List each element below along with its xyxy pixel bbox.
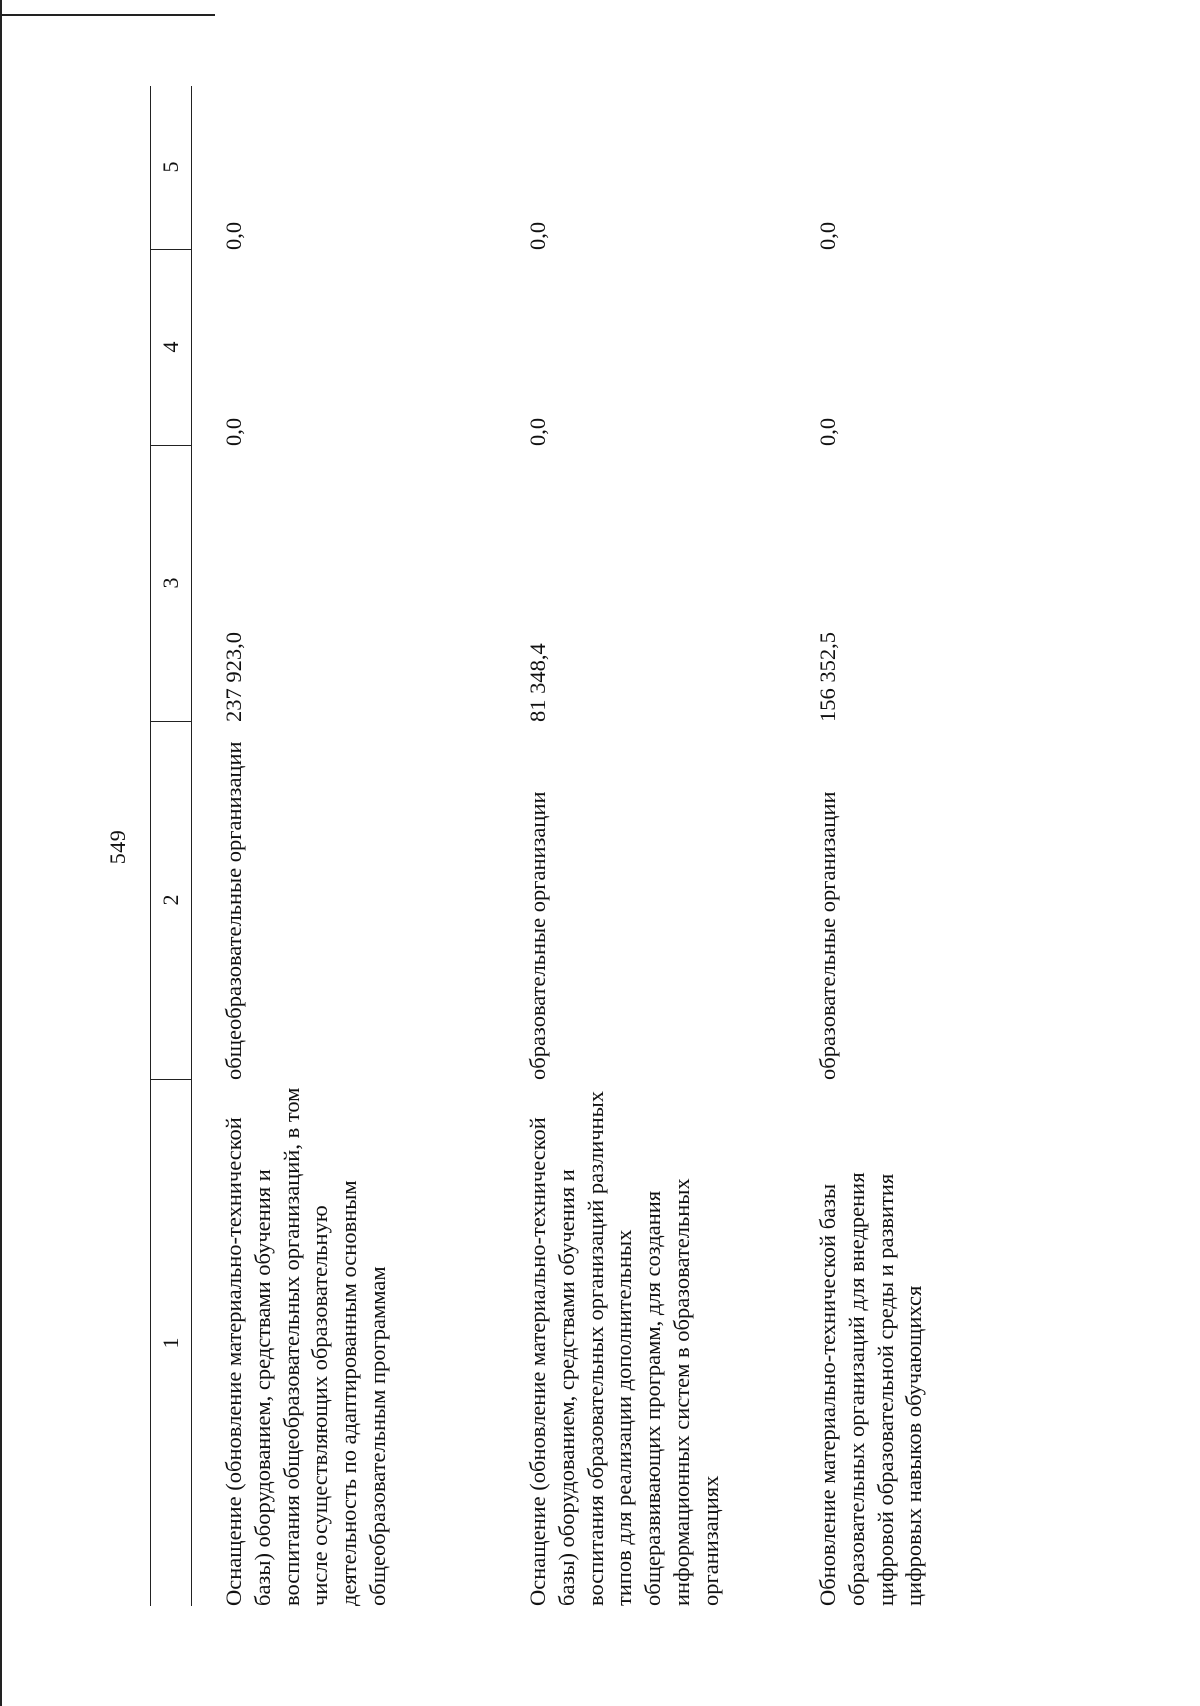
row-amount-col3: 81 348,4 xyxy=(525,643,550,722)
header-col-1: 1 xyxy=(158,1337,183,1349)
row-description: Оснащение (обновление материально-технической базы) оборудованием, средствами обучения и воспитания образовательных организаций различных типов для реализации дополнительных общеразвивающих программ, для создания информационных систем в образовательных организациях xyxy=(525,1090,723,1606)
row-amount-col5: 0,0 xyxy=(221,221,246,250)
table-row xyxy=(814,86,984,1606)
header-col-2: 2 xyxy=(151,721,191,1080)
row-amount-col3: 237 923,0 xyxy=(221,632,246,722)
row-amount-col4: 0,0 xyxy=(525,417,550,446)
row-recipient: образовательные организации xyxy=(815,791,840,1080)
header-col-4: 4 xyxy=(151,249,191,446)
header-col-3: 3 xyxy=(151,445,191,722)
header-col-5: 5 xyxy=(151,85,191,250)
table-row xyxy=(220,86,510,1606)
row-description: Оснащение (обновление материально-технической базы) оборудованием, средствами обучения и воспитания общеобразовательных организаций, в том числе осуществляющих образовательную деятельность по адаптированным основным общеобразовательным программам xyxy=(221,1087,390,1606)
row-amount-col4: 0,0 xyxy=(221,417,246,446)
table-header xyxy=(150,86,192,1606)
row-amount-col5: 0,0 xyxy=(815,221,840,250)
page-number: 549 xyxy=(105,829,130,865)
row-amount-col4: 0,0 xyxy=(815,417,840,446)
row-amount-col3: 156 352,5 xyxy=(815,632,840,722)
budget-table xyxy=(150,86,927,1606)
row-amount-col5: 0,0 xyxy=(525,221,550,250)
row-recipient: общеобразовательные организации xyxy=(221,741,246,1080)
row-recipient: образовательные организации xyxy=(525,791,550,1080)
table-row xyxy=(524,86,784,1606)
row-description: Обновление материально-технической базы образовательных организаций для внедрения цифровой образовательной среды и развития цифровых навыков обучающихся xyxy=(815,1172,927,1606)
